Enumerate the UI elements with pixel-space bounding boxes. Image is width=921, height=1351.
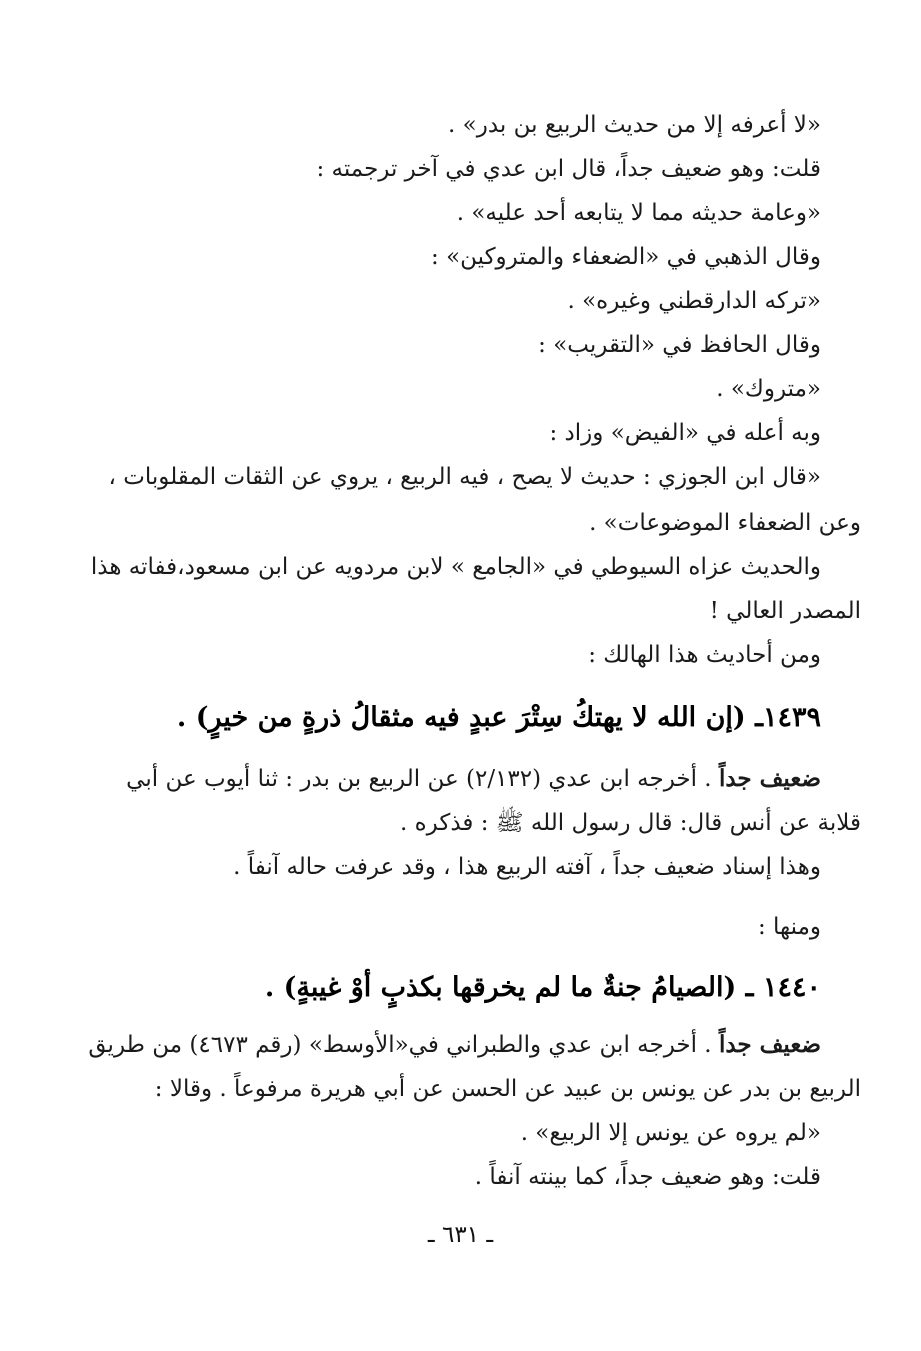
text-line: المصدر العالي ! [709, 598, 861, 624]
text-line: «متروك» . [716, 376, 821, 402]
text-line: «قال ابن الجوزي : حديث لا يصح ، فيه الربيع ، يروي عن الثقات المقلوبات ، [108, 464, 821, 490]
text-line: وعن الضعفاء الموضوعات» . [589, 510, 861, 536]
hadith-heading-1440: ١٤٤٠ ـ (الصيامُ جنةٌ ما لم يخرقها بكذبٍ أوْ غيبةٍ) . [264, 972, 821, 1003]
text-line: وهذا إسناد ضعيف جداً ، آفته الربيع هذا ، وقد عرفت حاله آنفاً . [233, 854, 821, 880]
text-line: قلابة عن أنس قال: قال رسول الله ﷺ : فذكره . [400, 810, 861, 836]
text-line: وقال الذهبي في «الضعفاء والمتروكين» : [431, 244, 821, 270]
text-line: «لا أعرفه إلا من حديث الربيع بن بدر» . [448, 112, 821, 138]
text-line: «لم يروه عن يونس إلا الربيع» . [520, 1120, 821, 1146]
text-line: ومنها : [757, 914, 821, 940]
page-number: ـ ٦٣١ ـ [427, 1222, 494, 1248]
hadith-heading-1439: ١٤٣٩ـ (إن الله لا يهتكُ سِتْرَ عبدٍ فيه مثقالُ ذرةٍ من خيرٍ) . [176, 702, 821, 733]
text-line: «تركه الدارقطني وغيره» . [567, 288, 821, 314]
text-line: ومن أحاديث هذا الهالك : [588, 642, 821, 668]
text-line: وقال الحافظ في «التقريب» : [538, 332, 821, 358]
text-line [88, 1028, 821, 1062]
text-line: «وعامة حديثه مما لا يتابعه أحد عليه» . [456, 200, 821, 226]
grade-label: ضعيف جداً [718, 1031, 821, 1058]
text-line: قلت: وهو ضعيف جداً، كما بينته آنفاً . [474, 1164, 821, 1190]
text-line: قلت: وهو ضعيف جداً، قال ابن عدي في آخر ترجمته : [316, 156, 821, 182]
text-line: والحديث عزاه السيوطي في «الجامع » لابن مردويه عن ابن مسعود،ففاته هذا [90, 554, 821, 580]
text-line: وبه أعله في «الفيض» وزاد : [549, 420, 821, 446]
grade-text: . أخرجه ابن عدي (٢/١٣٢) عن الربيع بن بدر : ثنا أيوب عن أبي [126, 766, 712, 792]
text-line [126, 762, 821, 796]
text-line: الربيع بن بدر عن يونس بن عبيد عن الحسن عن أبي هريرة مرفوعاً . وقالا : [154, 1076, 861, 1102]
grade-text: . أخرجه ابن عدي والطبراني في«الأوسط» (رقم ٤٦٧٣) من طريق [88, 1032, 712, 1058]
grade-label: ضعيف جداً [718, 765, 821, 792]
